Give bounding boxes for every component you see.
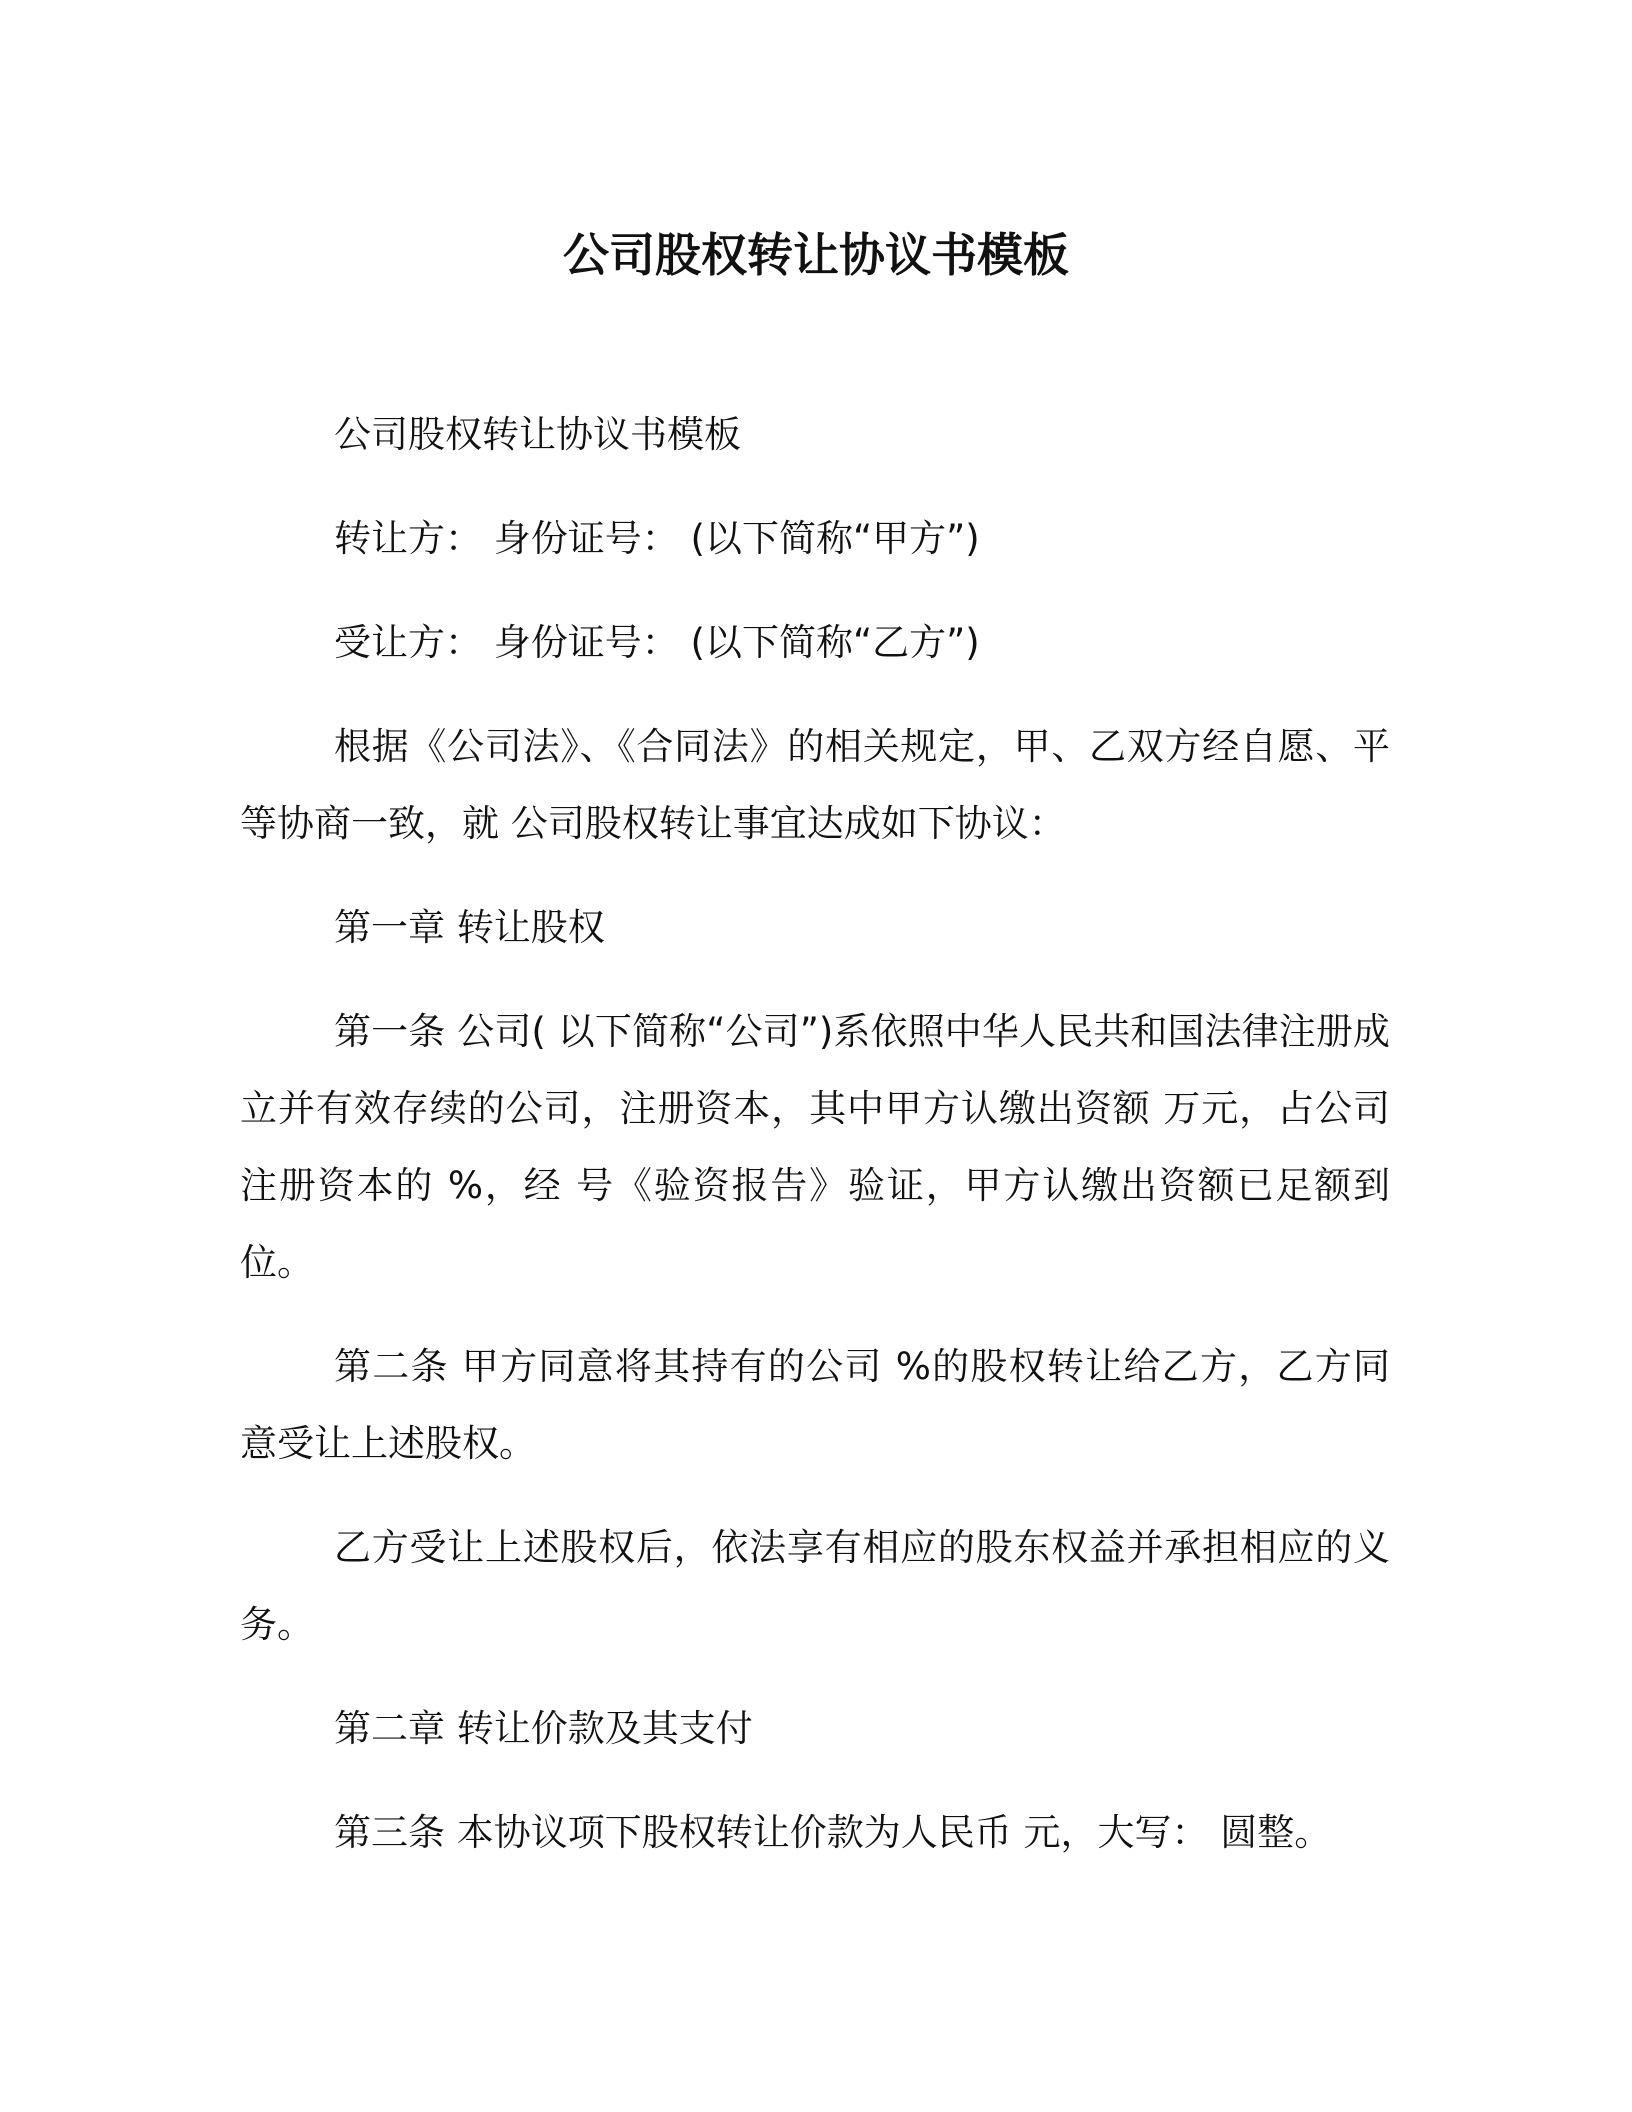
article-2: 第二条 甲方同意将其持有的公司 %的股权转让给乙方，乙方同意受让上述股权。 <box>240 1345 1390 1465</box>
article-1: 第一条 公司( 以下简称“公司”)系依照中华人民共和国法律注册成立并有效存续的公司，注册资本，其中甲方认缴出资额 万元，占公司注册资本的 %，经 号《验资报告》验证，甲方认缴出资额已足额到位。 <box>240 1010 1390 1284</box>
chapter-1-heading: 第一章 转让股权 <box>334 906 605 949</box>
paragraph-preamble: 根据《公司法》、《合同法》的相关规定，甲、乙双方经自愿、平等协商一致，就 公司股权转让事宜达成如下协议： <box>240 725 1390 845</box>
article-3: 第三条 本协议项下股权转让价款为人民币 元，大写： 圆整。 <box>334 1811 1332 1854</box>
document-body <box>240 396 1390 1899</box>
paragraph-rights: 乙方受让上述股权后，依法享有相应的股东权益并承担相应的义务。 <box>240 1526 1390 1646</box>
paragraph-heading: 公司股权转让协议书模板 <box>334 413 741 456</box>
paragraph-transferee: 受让方： 身份证号： (以下简称“乙方”) <box>334 621 980 664</box>
paragraph-transferor: 转让方： 身份证号： (以下简称“甲方”) <box>334 517 980 560</box>
chapter-2-heading: 第二章 转让价款及其支付 <box>334 1707 753 1750</box>
document-title: 公司股权转让协议书模板 <box>563 228 1069 282</box>
